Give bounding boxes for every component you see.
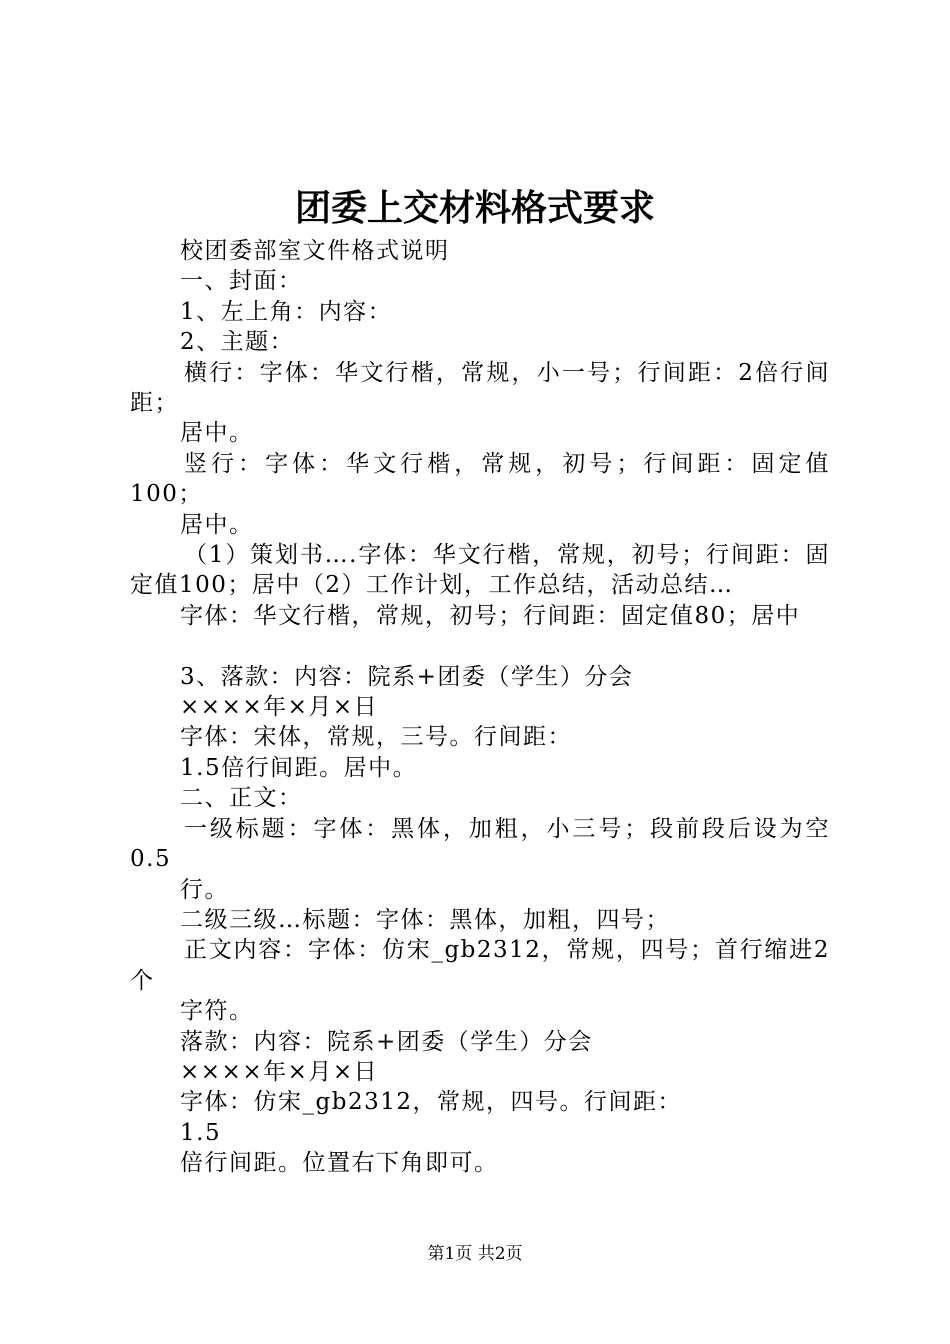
section-heading-body: 二、正文： <box>180 785 303 812</box>
body-line: 1.5 <box>180 1119 222 1146</box>
page-footer: 第1页 共2页 <box>427 1244 523 1264</box>
body-line: 居中。 <box>180 420 254 447</box>
body-line: 字符。 <box>180 998 254 1025</box>
body-line: 3、落款：内容：院系+团委（学生）分会 <box>180 663 634 690</box>
body-paragraph: 竖行：字体：华文行楷，常规，初号；行间距：固定值100； <box>130 450 830 508</box>
body-line: ××××年×月×日 <box>180 1058 379 1085</box>
section-heading-cover: 一、封面： <box>180 268 303 295</box>
body-line: 行。 <box>180 876 229 903</box>
body-line: 落款：内容：院系+团委（学生）分会 <box>180 1028 593 1055</box>
body-paragraph: （1）策划书….字体：华文行楷，常规，初号；行间距：固定值100；居中（2）工作计划，工作总结，活动总结… <box>130 542 830 599</box>
body-paragraph: 正文内容：字体：仿宋_gb2312，常规，四号；首行缩进2个 <box>130 937 830 994</box>
body-line: 倍行间距。位置右下角即可。 <box>180 1150 499 1177</box>
body-line: 字体：仿宋_gb2312，常规，四号。行间距： <box>180 1089 682 1116</box>
body-line: 1、左上角：内容： <box>180 298 393 325</box>
body-line: 居中。 <box>180 511 254 538</box>
body-line: ××××年×月×日 <box>180 694 379 721</box>
body-line: 1.5倍行间距。居中。 <box>180 754 418 781</box>
body-line: 字体：华文行楷，常规，初号；行间距：固定值80；居中 <box>180 602 801 629</box>
body-line: 字体：宋体，常规，三号。行间距： <box>180 724 572 751</box>
document-body <box>130 236 830 1179</box>
body-line: 2、主题： <box>180 329 295 356</box>
body-paragraph: 横行：字体：华文行楷，常规，小一号；行间距：2倍行间距； <box>130 359 830 417</box>
body-line: 校团委部室文件格式说明 <box>180 238 450 264</box>
document-title: 团委上交材料格式要求 <box>294 187 655 229</box>
body-line: 二级三级…标题：字体：黑体，加粗，四号； <box>180 906 670 933</box>
blank-line <box>130 631 830 661</box>
body-paragraph: 一级标题：字体：黑体，加粗，小三号；段前段后设为空0.5 <box>130 815 830 873</box>
